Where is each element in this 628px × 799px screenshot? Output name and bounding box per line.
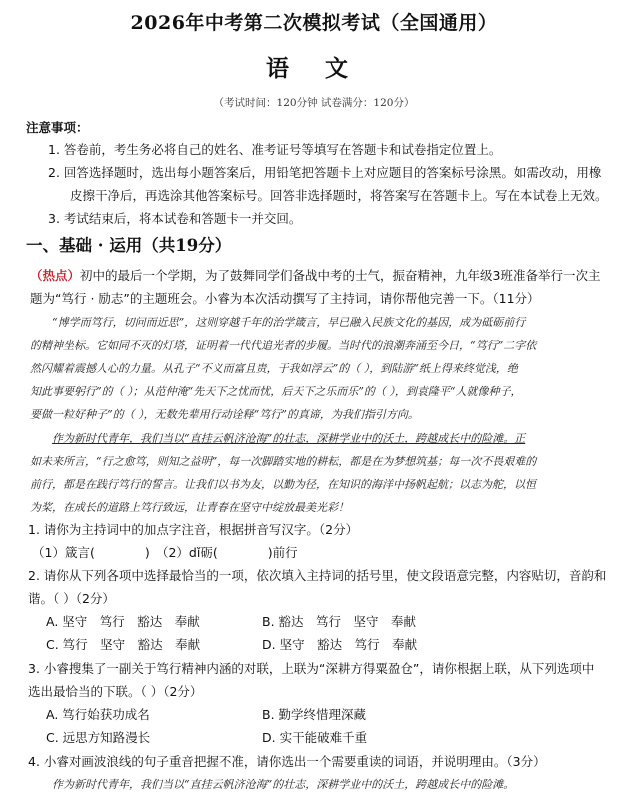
- passage-line: 然闪耀着震撼人心的力量。从孔子“不义而富且贵，于我如浮云”的（ ），到陆游“纸上得来终觉浅，绝: [30, 362, 518, 375]
- option: D. 坚守 豁达 笃行 奉献: [262, 637, 418, 652]
- passage-line: 前行，都是在践行笃行的誓言。让我们以书为友，以勤为径，在知识的海洋中扬帆起航；以志为舵，以恒: [30, 478, 536, 491]
- question-2: 2. 请你从下列各项中选择最恰当的一项，依次填入主持词的括号里，使文段语意完整，内容贴切，音韵和: [28, 568, 607, 583]
- exam-meta: （考试时间：120分钟 试卷满分：120分）: [213, 97, 415, 109]
- notice-title: 注意事项：: [26, 120, 89, 135]
- notice-item: 2. 回答选择题时，选出每小题答案后，用铅笔把答题卡上对应题目的答案标号涂黑。如需改动，用橡: [48, 165, 602, 180]
- notice-item: 皮擦干净后，再选涂其他答案标号。回答非选择题时，将答案写在答题卡上。写在本试卷上无效。: [70, 188, 608, 203]
- notice-item: 1. 答卷前，考生务必将自己的姓名、准考证号等填写在答题卡和试卷指定位置上。: [48, 142, 502, 157]
- hot-tag: （热点）: [30, 268, 81, 283]
- option: D. 实干能破难千重: [262, 730, 368, 745]
- question-4-quote: 作为新时代青年，我们当以“直挂云帆济沧海”的壮志，深耕学业中的沃土，跨越成长中的险滩。: [52, 778, 515, 791]
- passage-line: 要做一粒好种子”的（ ），无数先辈用行动诠释“笃行”的真谛，为我们指引方向。: [30, 408, 419, 421]
- option: B. 豁达 笃行 坚守 奉献: [262, 614, 417, 629]
- question-2-cont: 谐。（ ）（2分）: [28, 591, 115, 606]
- passage-line: 如未来所言，“行之愈笃，则知之益明”，每一次脚踏实地的耕耘，都是在为梦想筑基；每一次不畏艰难的: [30, 455, 537, 468]
- section-heading: 一、基础 · 运用（共19分）: [26, 236, 232, 255]
- passage-line: “博学而笃行，切问而近思”，这则穿越千年的治学箴言，早已融入民族文化的基因，成为砥砺前行: [52, 316, 526, 329]
- passage-line: 为桨，在成长的道路上笃行致远，让青春在坚守中绽放最美光彩！: [30, 501, 349, 514]
- question-1: 1. 请你为主持词中的加点字注音，根据拼音写汉字。（2分）: [28, 522, 359, 537]
- question-3: 3. 小睿搜集了一副关于笃行精神内涵的对联，上联为“深耕方得粟盈仓”，请你根据上联，从下列选项中: [28, 661, 595, 676]
- question-4: 4. 小睿对画波浪线的句子重音把握不准，请你选出一个需要重读的词语，并说明理由。（3分）: [28, 754, 546, 769]
- option: A. 坚守 笃行 豁达 奉献: [46, 614, 200, 629]
- passage-line: 知此事要躬行”的（ ）；从范仲淹“先天下之忧而忧，后天下之乐而乐”的（ ），到袁隆平“人就像种子，: [30, 385, 522, 398]
- option: B. 勤学终惜理深藏: [262, 707, 367, 722]
- passage-line: 的精神坐标。它如同不灭的灯塔，证明着一代代追光者的步履。当时代的浪潮奔涌至今日，“笃行”二字依: [30, 339, 537, 352]
- subject-title: 语 文: [265, 55, 362, 82]
- intro-line: 题为“笃行 · 励志”的主题班会。小睿为本次活动撰写了主持词，请你帮他完善一下。（11分）: [30, 291, 540, 306]
- intro-line: （热点）初中的最后一个学期，为了鼓舞同学们备战中考的士气，振奋精神，九年级3班准备举行一次主: [30, 268, 601, 283]
- notice-item: 3. 考试结束后，将本试卷和答题卡一并交回。: [48, 211, 302, 226]
- question-3-cont: 选出最恰当的下联。（ ）（2分）: [28, 684, 203, 699]
- option: C. 远思方知路漫长: [46, 730, 151, 745]
- question-1-parts: （1）箴言( ) （2）dǐ砺( )前行: [32, 545, 298, 560]
- option: A. 笃行始获功成名: [46, 707, 150, 722]
- exam-title: 2026年中考第二次模拟考试（全国通用）: [130, 12, 498, 34]
- wavy-sentence: 作为新时代青年，我们当以“直挂云帆济沧海”的壮志，深耕学业中的沃土，跨越成长中的险滩。正: [52, 432, 526, 445]
- option: C. 笃行 坚守 豁达 奉献: [46, 637, 201, 652]
